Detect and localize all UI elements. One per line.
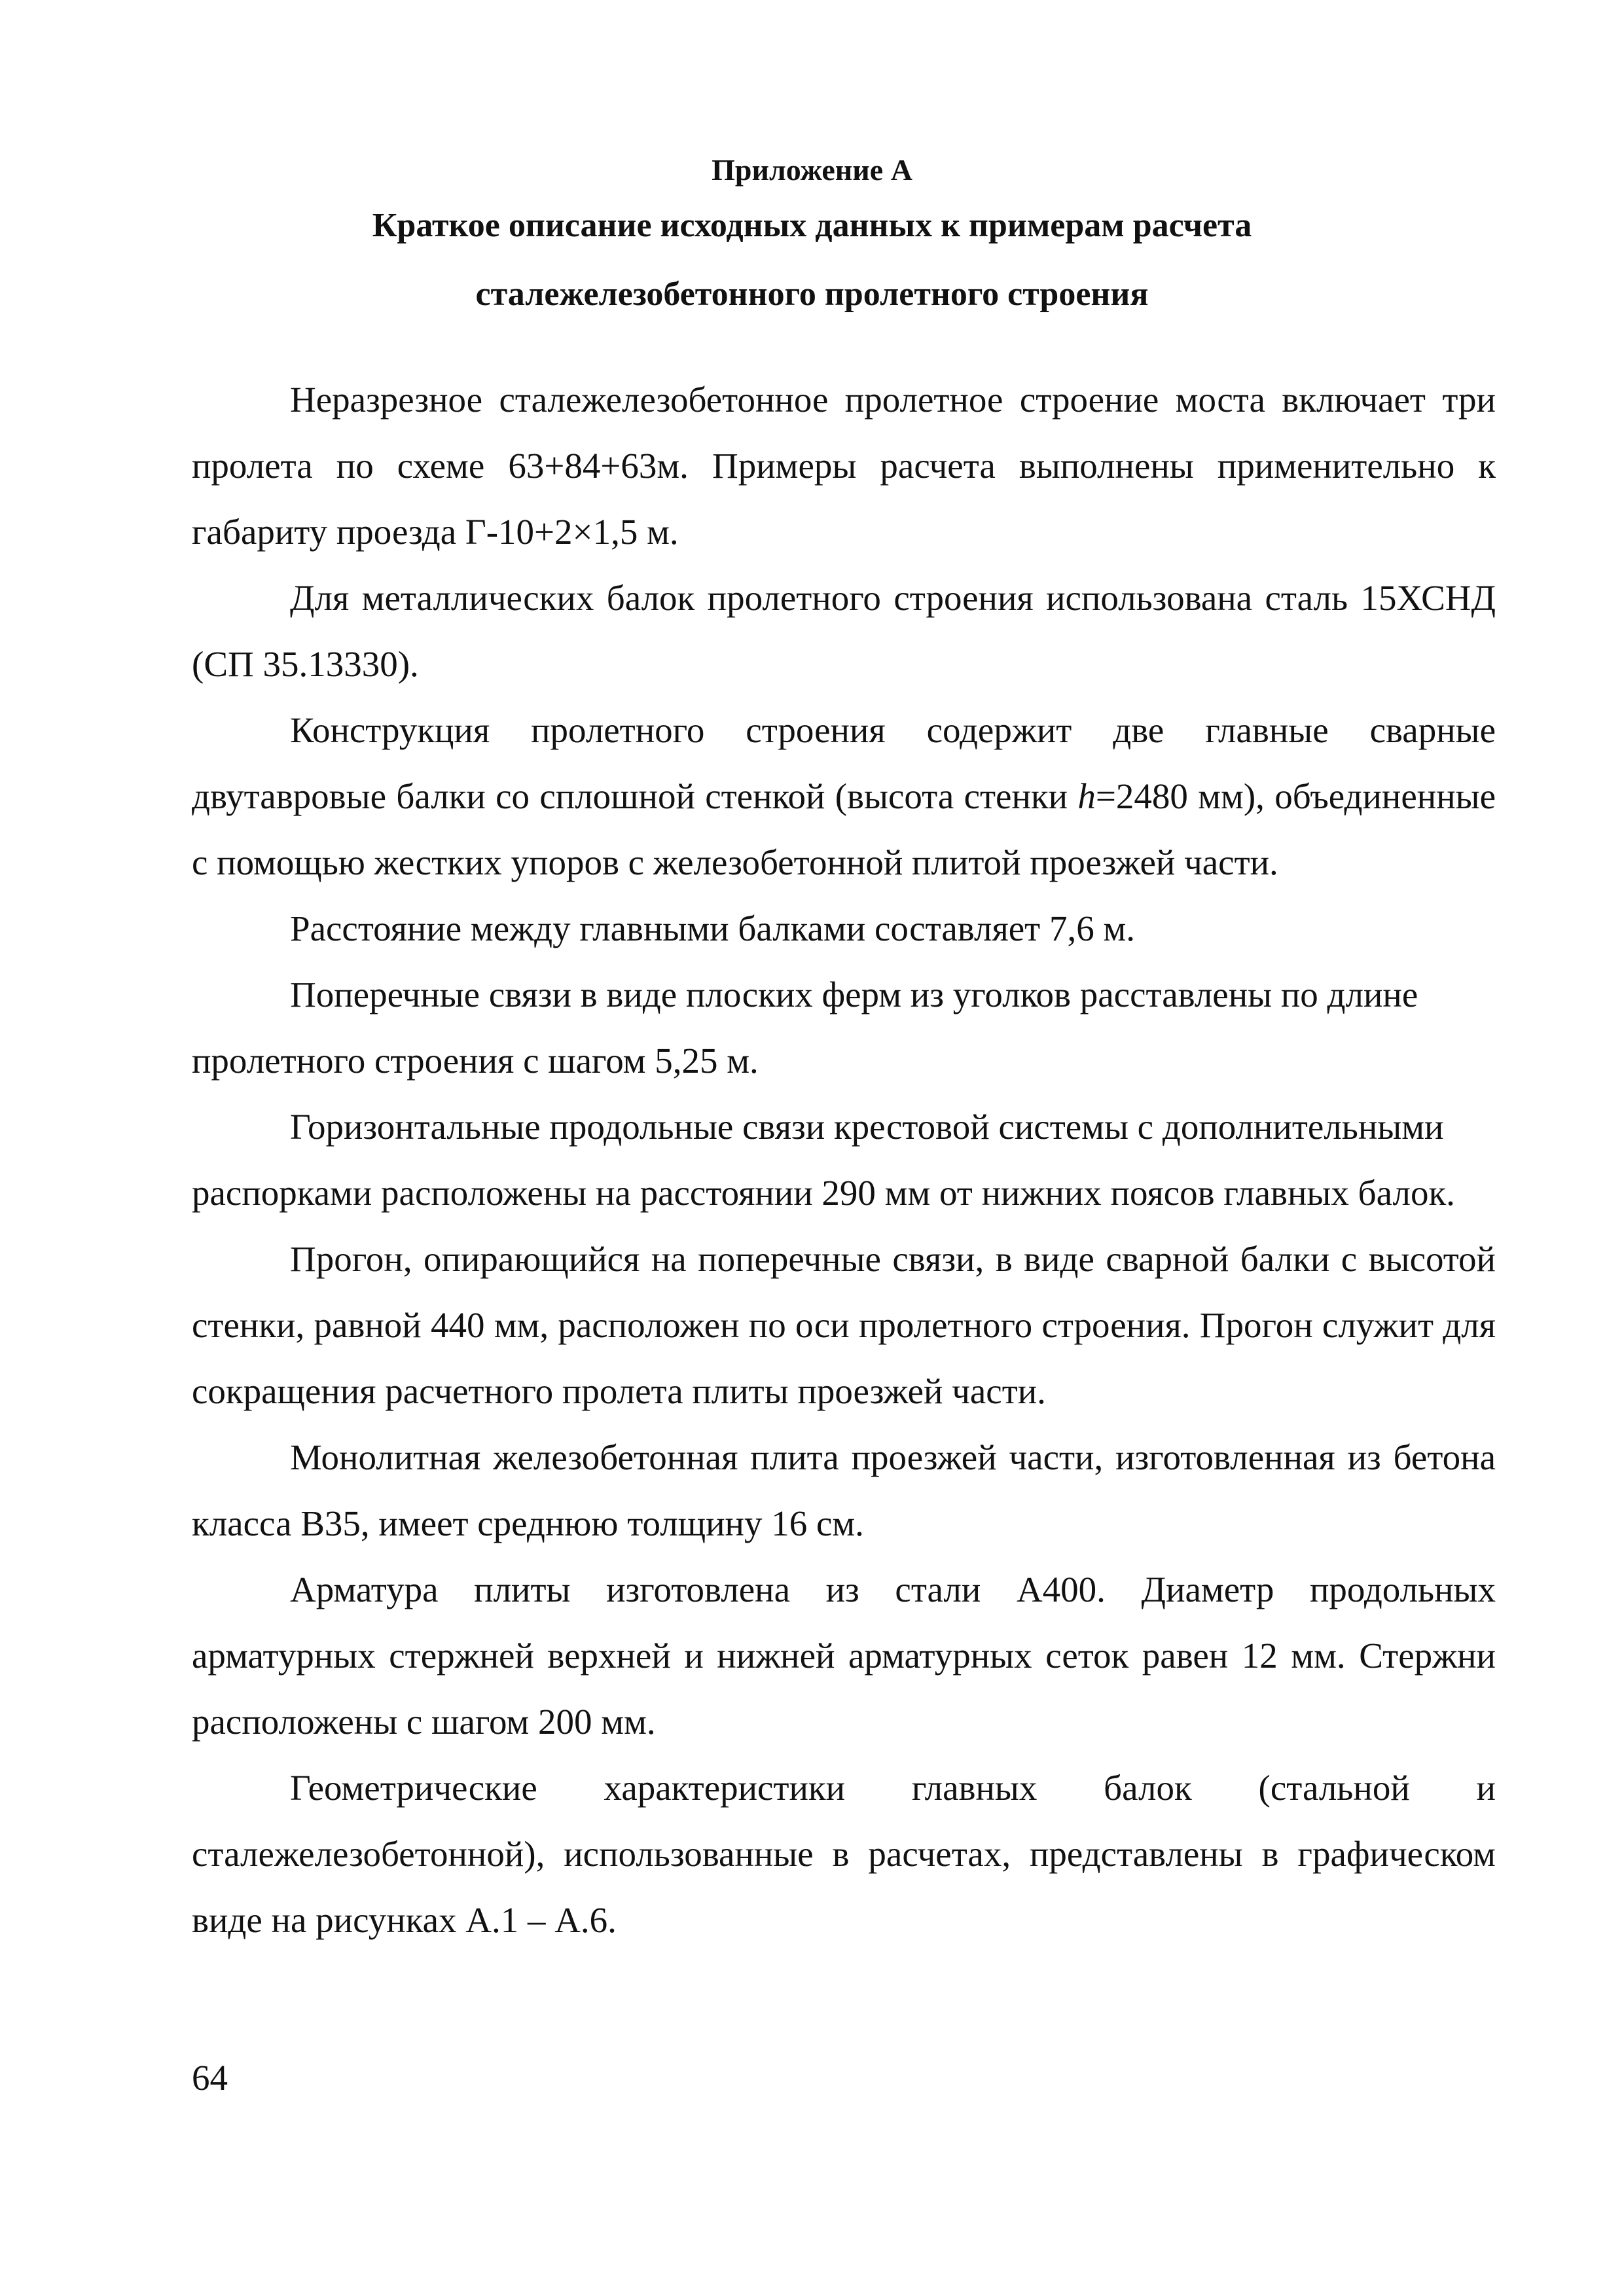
body-text [192,367,1496,1953]
paragraph-longitudinal-bracing: Горизонтальные продольные связи крестовой системы с дополнительными распорками расположены на расстоянии 290 мм от нижних поясов главных балок. [192,1107,1455,1213]
paragraph-main-beams-text-2: =2480 мм), объединенные с помощью жестких упоров с железобетонной плитой проезжей части. [192,776,1496,882]
paragraph-steel-grade: Для металлических балок пролетного строения использована сталь 15ХСНД (СП 35.13330). [192,578,1496,684]
page-number: 64 [192,2058,228,2098]
web-height-symbol: h [1077,776,1096,816]
paragraph-main-beams-text-1: Конструкция пролетного строения содержит две главные сварные двутавровые балки со сплошной стенкой (высота стенки [192,710,1496,816]
document-title [0,191,1624,329]
paragraph-beam-spacing: Расстояние между главными балками составляет 7,6 м. [290,908,1135,948]
appendix-label: Приложение А [712,153,912,187]
paragraph-reinforcement: Арматура плиты изготовлена из стали А400. Диаметр продольных арматурных стержней верхней и нижней арматурных сеток равен 12 мм. Стержни расположены с шагом 200 мм. [192,1570,1496,1742]
paragraph-deck-slab: Монолитная железобетонная плита проезжей части, изготовленная из бетона класса В35, имеет среднюю толщину 16 см. [192,1437,1496,1543]
paragraph-geometric-properties: Геометрические характеристики главных балок (стальной и сталежелезобетонной), использованные в расчетах, представлены в графическом виде на рисунках А.1 – А.6. [192,1768,1496,1940]
title-line-2: сталежелезобетонного пролетного строения [475,276,1149,313]
paragraph-cross-bracing: Поперечные связи в виде плоских ферм из уголков расставлены по длине пролетного строения с шагом 5,25 м. [192,975,1418,1081]
title-line-1: Краткое описание исходных данных к примерам расчета [372,207,1252,244]
paragraph-span-scheme: Неразрезное сталежелезобетонное пролетное строение моста включает три пролета по схеме 63+84+63м. Примеры расчета выполнены применительно к габариту проезда Г-10+2×1,5 м. [192,380,1496,552]
paragraph-main-beams [192,697,1496,895]
paragraph-stringer: Прогон, опирающийся на поперечные связи, в виде сварной балки с высотой стенки, равной 440 мм, расположен по оси пролетного строения. Прогон служит для сокращения расчетного пролета плиты проезжей части. [192,1239,1496,1411]
